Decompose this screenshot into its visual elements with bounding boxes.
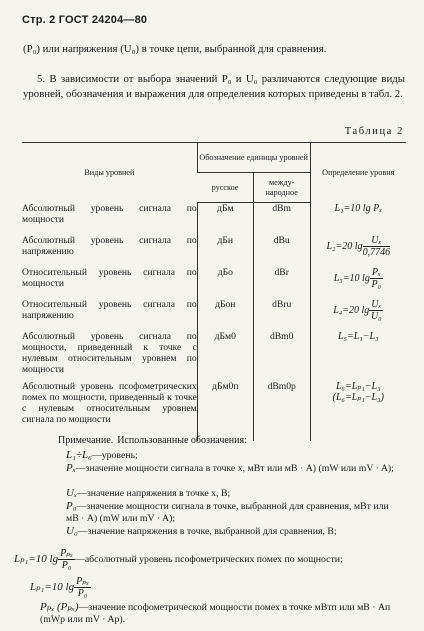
row-unit-ru: дБон <box>197 299 253 331</box>
table-row <box>22 235 406 267</box>
row-kind: Абсолютный уровень сигнала по мощности <box>22 202 197 225</box>
row-unit-ru: дБм0п <box>197 381 253 441</box>
note-item: Pₓ—значение мощности сигнала в точке x, мВт или мВ · А) (mW или mV · A); <box>66 462 394 474</box>
header-kind: Виды уровней <box>22 143 197 203</box>
row-unit-intl: dBm0p <box>253 381 310 441</box>
row-formula: L₃=10 lg $\frac{\text{Pₓ}}{\text{P₀}}$ <box>310 267 406 299</box>
row-formula: L₁=10 lg Pₓ <box>310 203 406 235</box>
header-unit-group: Обозначение единицы уровней <box>197 143 310 173</box>
row-unit-ru: дБм <box>197 203 253 235</box>
table-row <box>22 267 406 299</box>
page-header: Стр. 2 ГОСТ 24204—80 <box>22 14 148 26</box>
note-item: U₀—значение напряжения в точке, выбранной для сравнения, В; <box>66 525 337 537</box>
note-lp1-absolute: Lₚ₁=10 lg $\frac{\text{Pₚₓ}}{\text{P₀}}$ —абсолютный уровень псофометрических помех по мощности; <box>14 548 343 571</box>
note-ppx: Pₚₓ (Pₚₓ)—значение псофометрической мощности помех в точке мВтп или мВ · Ап (mWp или mV · Ap). <box>40 601 391 625</box>
table-row <box>22 299 406 331</box>
table-row <box>22 203 406 235</box>
paragraph-5: 5. В зависимости от выбора значений P₀ и U₀ различаются следующие виды уровней, обозначения и выражения для определения которых приведены в табл. 2. <box>23 73 405 100</box>
row-kind: Абсолютный уровень сигнала по мощности, приведенный к точке с нулевым относительным уровнем по мощности <box>22 330 197 375</box>
row-formula: L₂=20 lg $\frac{\text{Uₓ}}{0,7746}$ <box>310 235 406 267</box>
header-definition: Определение уровня <box>310 143 406 203</box>
row-unit-ru: дБо <box>197 267 253 299</box>
row-unit-intl: dBru <box>253 299 310 331</box>
row-unit-intl: dBm <box>253 203 310 235</box>
row-unit-intl: dBu <box>253 235 310 267</box>
row-unit-intl: dBr <box>253 267 310 299</box>
row-formula: L₆=Lₚ₁−L₃ (L₆=Lₚ₁−L₃) <box>310 381 406 441</box>
table-caption: Таблица 2 <box>344 126 404 137</box>
note-item: Uₓ—значение напряжения в точке x, В; <box>66 487 231 499</box>
table-row <box>22 381 406 441</box>
row-kind: Абсолютный уровень псофометрических помех по мощности, приведенный к точке с нулевым относительным уровнем сигнала по мощности <box>22 380 197 425</box>
row-kind: Относительный уровень сигнала по мощности <box>22 266 197 289</box>
row-formula: L₄=20 lg $\frac{\text{Uₓ}}{\text{U₀}}$ <box>310 299 406 331</box>
table-row <box>22 331 406 381</box>
note-item: L₁÷L₆—уровень; <box>66 449 138 461</box>
row-unit-ru: дБм0 <box>197 331 253 381</box>
note-heading: Примечание. Использованные обозначения: <box>58 435 247 446</box>
note-item: P₀—значение мощности сигнала в точке, выбранной для сравнения, мВт или мВ · А) (mW или mV · A); <box>66 500 389 524</box>
header-international: между-народное <box>253 173 310 203</box>
paragraph-continuation: (P₀) или напряжения (U₀) в точке цепи, выбранной для сравнения. <box>23 43 327 55</box>
row-kind: Относительный уровень сигнала по напряжению <box>22 298 197 321</box>
row-formula: L₅=L₁−L₃ <box>310 331 406 381</box>
row-unit-intl: dBm0 <box>253 331 310 381</box>
header-russian: русское <box>197 173 253 203</box>
row-unit-ru: дБн <box>197 235 253 267</box>
row-kind: Абсолютный уровень сигнала по напряжению <box>22 234 197 257</box>
levels-table <box>22 142 406 441</box>
note-lp1-formula: Lₚ₁=10 lg $\frac{\text{Pₚₓ}}{\text{P₀}}$ <box>30 576 90 599</box>
